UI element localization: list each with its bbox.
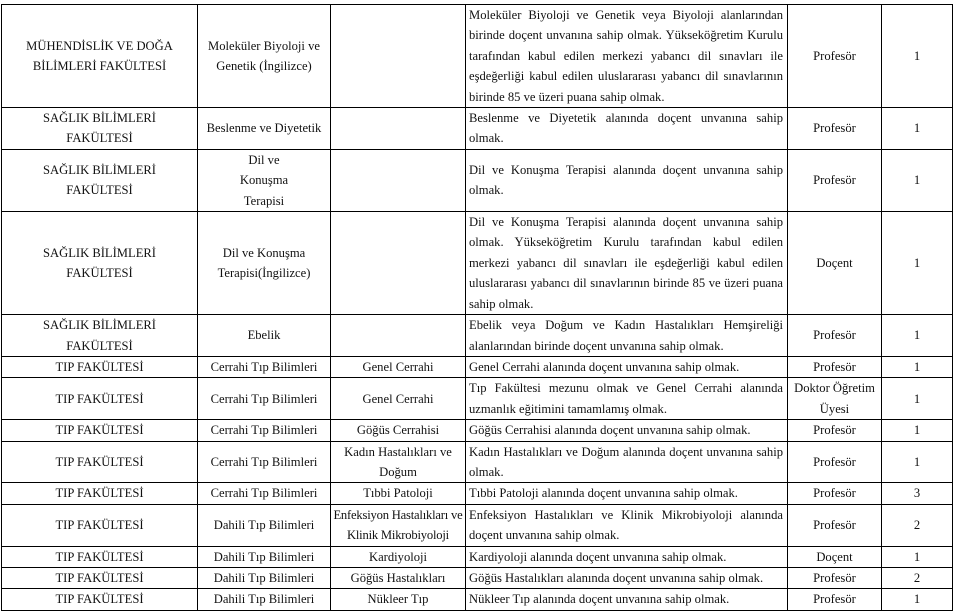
department-cell: Cerrahi Tıp Bilimleri: [198, 483, 331, 504]
requirement-cell: Ebelik veya Doğum ve Kadın Hastalıkları Hemşireliği alanlarından birinde doçent unvanına sahip olmak.: [466, 315, 788, 357]
table-row: [2, 504, 953, 546]
faculty-cell: TIP FAKÜLTESİ: [2, 441, 198, 483]
faculty-cell: TIP FAKÜLTESİ: [2, 356, 198, 377]
faculty-cell: MÜHENDİSLİK VE DOĞA BİLİMLERİ FAKÜLTESİ: [2, 5, 198, 108]
table-row: [2, 5, 953, 108]
faculty-cell: TIP FAKÜLTESİ: [2, 589, 198, 610]
title-cell: Doktor Öğretim Üyesi: [788, 378, 882, 420]
department-cell: Ebelik: [198, 315, 331, 357]
table-row: [2, 567, 953, 588]
requirement-cell: Dil ve Konuşma Terapisi alanında doçent unvanına sahip olmak. Yükseköğretim Kurulu tarafından kabul edilen merkezi yabancı dil sınavları ile eşdeğerliği kabul edilen uluslararası yabancı dil sınavlarının birinde 85 ve üzeri puana sahip olmak.: [466, 212, 788, 315]
table-row: [2, 356, 953, 377]
title-cell: Profesör: [788, 108, 882, 150]
positions-table-body: [2, 5, 953, 611]
faculty-cell: SAĞLIK BİLİMLERİ FAKÜLTESİ: [2, 149, 198, 211]
program-cell: Göğüs Hastalıkları: [331, 567, 466, 588]
title-cell: Profesör: [788, 420, 882, 441]
requirement-cell: Göğüs Cerrahisi alanında doçent unvanına sahip olmak.: [466, 420, 788, 441]
faculty-cell: TIP FAKÜLTESİ: [2, 483, 198, 504]
table-row: [2, 483, 953, 504]
requirement-cell: Dil ve Konuşma Terapisi alanında doçent unvanına sahip olmak.: [466, 149, 788, 211]
count-cell: 1: [882, 149, 953, 211]
faculty-cell: TIP FAKÜLTESİ: [2, 567, 198, 588]
requirement-cell: Moleküler Biyoloji ve Genetik veya Biyoloji alanlarından birinde doçent unvanına sahip olmak. Yükseköğretim Kurulu tarafından kabul edilen merkezi yabancı dil sınavları ile eşdeğerliği kabul edilen uluslararası yabancı dil sınavlarının birinde 85 ve üzeri puana sahip olmak.: [466, 5, 788, 108]
program-cell: Genel Cerrahi: [331, 378, 466, 420]
requirement-cell: Genel Cerrahi alanında doçent unvanına sahip olmak.: [466, 356, 788, 377]
title-cell: Profesör: [788, 149, 882, 211]
title-cell: Doçent: [788, 212, 882, 315]
count-cell: 2: [882, 567, 953, 588]
program-cell: [331, 315, 466, 357]
title-cell: Profesör: [788, 567, 882, 588]
faculty-cell: SAĞLIK BİLİMLERİ FAKÜLTESİ: [2, 315, 198, 357]
department-cell: Cerrahi Tıp Bilimleri: [198, 441, 331, 483]
department-cell: Dahili Tıp Bilimleri: [198, 589, 331, 610]
faculty-cell: TIP FAKÜLTESİ: [2, 546, 198, 567]
program-cell: [331, 108, 466, 150]
count-cell: 1: [882, 589, 953, 610]
program-cell: Kadın Hastalıkları ve Doğum: [331, 441, 466, 483]
count-cell: 1: [882, 5, 953, 108]
department-cell: Beslenme ve Diyetetik: [198, 108, 331, 150]
count-cell: 1: [882, 356, 953, 377]
department-cell: Dahili Tıp Bilimleri: [198, 504, 331, 546]
program-cell: Göğüs Cerrahisi: [331, 420, 466, 441]
count-cell: 2: [882, 504, 953, 546]
requirement-cell: Beslenme ve Diyetetik alanında doçent unvanına sahip olmak.: [466, 108, 788, 150]
requirement-cell: Nükleer Tıp alanında doçent unvanına sahip olmak.: [466, 589, 788, 610]
program-cell: Nükleer Tıp: [331, 589, 466, 610]
table-row: [2, 315, 953, 357]
department-cell: Cerrahi Tıp Bilimleri: [198, 378, 331, 420]
title-cell: Profesör: [788, 356, 882, 377]
count-cell: 1: [882, 212, 953, 315]
program-cell: [331, 149, 466, 211]
title-cell: Profesör: [788, 483, 882, 504]
table-row: [2, 546, 953, 567]
title-cell: Profesör: [788, 589, 882, 610]
faculty-cell: SAĞLIK BİLİMLERİ FAKÜLTESİ: [2, 108, 198, 150]
count-cell: 1: [882, 108, 953, 150]
count-cell: 1: [882, 441, 953, 483]
requirement-cell: Enfeksiyon Hastalıkları ve Klinik Mikrobiyoloji alanında doçent unvanına sahip olmak.: [466, 504, 788, 546]
department-cell: Dil ve Konuşma Terapisi(İngilizce): [198, 212, 331, 315]
table-row: [2, 378, 953, 420]
department-cell: Moleküler Biyoloji ve Genetik (İngilizce): [198, 5, 331, 108]
table-row: [2, 212, 953, 315]
count-cell: 1: [882, 546, 953, 567]
program-cell: Genel Cerrahi: [331, 356, 466, 377]
table-row: [2, 149, 953, 211]
count-cell: 1: [882, 378, 953, 420]
program-cell: Kardiyoloji: [331, 546, 466, 567]
requirement-cell: Tıp Fakültesi mezunu olmak ve Genel Cerrahi alanında uzmanlık eğitimini tamamlamış olmak.: [466, 378, 788, 420]
department-cell: Cerrahi Tıp Bilimleri: [198, 420, 331, 441]
title-cell: Profesör: [788, 441, 882, 483]
table-row: [2, 441, 953, 483]
requirement-cell: Göğüs Hastalıkları alanında doçent unvanına sahip olmak.: [466, 567, 788, 588]
faculty-cell: SAĞLIK BİLİMLERİ FAKÜLTESİ: [2, 212, 198, 315]
department-cell: Dahili Tıp Bilimleri: [198, 567, 331, 588]
faculty-cell: TIP FAKÜLTESİ: [2, 378, 198, 420]
table-row: [2, 589, 953, 610]
table-row: [2, 420, 953, 441]
program-cell: [331, 5, 466, 108]
count-cell: 1: [882, 420, 953, 441]
program-cell: Enfeksiyon Hastalıkları ve Klinik Mikrobiyoloji: [331, 504, 466, 546]
department-cell: Dil ve Konuşma Terapisi: [198, 149, 331, 211]
title-cell: Profesör: [788, 5, 882, 108]
title-cell: Doçent: [788, 546, 882, 567]
table-row: [2, 108, 953, 150]
positions-table: [1, 4, 953, 611]
faculty-cell: TIP FAKÜLTESİ: [2, 504, 198, 546]
department-cell: Cerrahi Tıp Bilimleri: [198, 356, 331, 377]
program-cell: [331, 212, 466, 315]
requirement-cell: Kardiyoloji alanında doçent unvanına sahip olmak.: [466, 546, 788, 567]
department-cell: Dahili Tıp Bilimleri: [198, 546, 331, 567]
requirement-cell: Kadın Hastalıkları ve Doğum alanında doçent unvanına sahip olmak.: [466, 441, 788, 483]
count-cell: 3: [882, 483, 953, 504]
count-cell: 1: [882, 315, 953, 357]
program-cell: Tıbbi Patoloji: [331, 483, 466, 504]
title-cell: Profesör: [788, 315, 882, 357]
faculty-cell: TIP FAKÜLTESİ: [2, 420, 198, 441]
title-cell: Profesör: [788, 504, 882, 546]
requirement-cell: Tıbbi Patoloji alanında doçent unvanına sahip olmak.: [466, 483, 788, 504]
